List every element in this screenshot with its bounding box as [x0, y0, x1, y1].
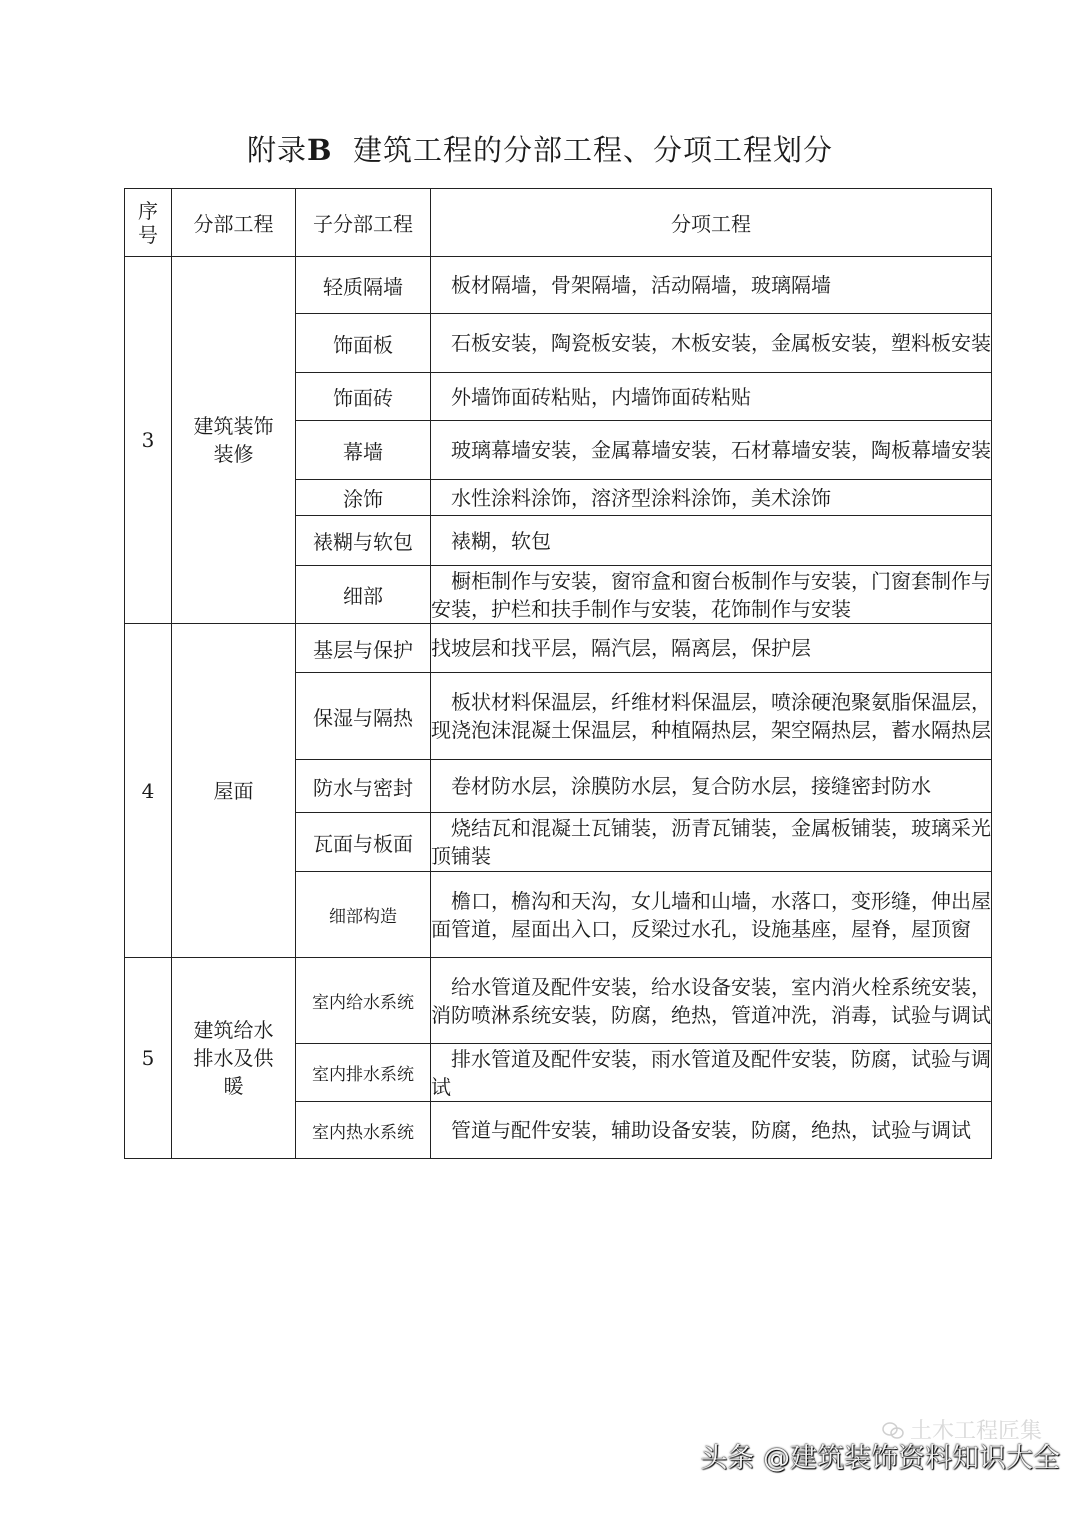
header-no: 序号 [125, 189, 172, 257]
sub-division: 涂饰 [296, 480, 431, 516]
item-list: 玻璃幕墙安装，金属幕墙安装，石材幕墙安装，陶板幕墙安装 [431, 421, 992, 480]
sub-division: 细部 [296, 566, 431, 624]
table-row [125, 958, 992, 1044]
group-division: 屋面 [172, 624, 296, 958]
title-prefix: 附录 [247, 133, 308, 167]
sub-division: 轻质隔墙 [296, 257, 431, 314]
division-table [124, 188, 992, 1159]
item-list: 卷材防水层，涂膜防水层，复合防水层，接缝密封防水 [431, 760, 992, 813]
header-subdivision: 子分部工程 [296, 189, 431, 257]
item-list: 排水管道及配件安装，雨水管道及配件安装，防腐，试验与调试 [431, 1044, 992, 1102]
page-title [0, 128, 1080, 169]
table-header-row [125, 189, 992, 257]
sub-division: 饰面砖 [296, 373, 431, 421]
sub-division: 瓦面与板面 [296, 813, 431, 872]
group-no: 5 [125, 958, 172, 1159]
header-items: 分项工程 [431, 189, 992, 257]
item-list: 檐口，檐沟和天沟，女儿墙和山墙，水落口，变形缝，伸出屋面管道，屋面出入口，反梁过水孔，设施基座，屋脊，屋顶窗 [431, 872, 992, 958]
item-list: 板状材料保温层，纤维材料保温层，喷涂硬泡聚氨脂保温层，现浇泡沫混凝土保温层，种植隔热层，架空隔热层，蓄水隔热层 [431, 673, 992, 760]
watermark-faint-text: 土木工程匠集 [909, 1419, 1042, 1444]
item-list: 外墙饰面砖粘贴，内墙饰面砖粘贴 [431, 373, 992, 421]
sub-division: 裱糊与软包 [296, 516, 431, 566]
item-list: 烧结瓦和混凝土瓦铺装，沥青瓦铺装，金属板铺装，玻璃采光顶铺装 [431, 813, 992, 872]
item-list: 橱柜制作与安装，窗帘盒和窗台板制作与安装，门窗套制作与安装，护栏和扶手制作与安装，花饰制作与安装 [431, 566, 992, 624]
sub-division: 防水与密封 [296, 760, 431, 813]
item-list: 水性涂料涂饰，溶济型涂料涂饰，美术涂饰 [431, 480, 992, 516]
header-division: 分部工程 [172, 189, 296, 257]
title-text: 建筑工程的分部工程、分项工程划分 [352, 133, 833, 167]
group-division: 建筑装饰装修 [172, 257, 296, 624]
title-letter: B [307, 133, 333, 167]
sub-division: 基层与保护 [296, 624, 431, 673]
sub-division: 室内热水系统 [296, 1102, 431, 1159]
group-no: 4 [125, 624, 172, 958]
sub-division: 保湿与隔热 [296, 673, 431, 760]
watermark-main: 头条 @建筑装饰资料知识大全 [700, 1443, 1060, 1474]
table-row [125, 624, 992, 673]
sub-division: 细部构造 [296, 872, 431, 958]
sub-division: 饰面板 [296, 314, 431, 373]
item-list: 裱糊，软包 [431, 516, 992, 566]
item-list: 石板安装，陶瓷板安装，木板安装，金属板安装，塑料板安装 [431, 314, 992, 373]
sub-division: 室内给水系统 [296, 958, 431, 1044]
item-list: 找坡层和找平层，隔汽层，隔离层，保护层 [431, 624, 992, 673]
table-row [125, 257, 992, 314]
group-no: 3 [125, 257, 172, 624]
sub-division: 室内排水系统 [296, 1044, 431, 1102]
item-list: 给水管道及配件安装，给水设备安装，室内消火栓系统安装，消防喷淋系统安装，防腐，绝热，管道冲洗，消毒，试验与调试 [431, 958, 992, 1044]
group-division: 建筑给水排水及供暖 [172, 958, 296, 1159]
item-list: 板材隔墙，骨架隔墙，活动隔墙，玻璃隔墙 [431, 257, 992, 314]
item-list: 管道与配件安装，辅助设备安装，防腐，绝热，试验与调试 [431, 1102, 992, 1159]
sub-division: 幕墙 [296, 421, 431, 480]
